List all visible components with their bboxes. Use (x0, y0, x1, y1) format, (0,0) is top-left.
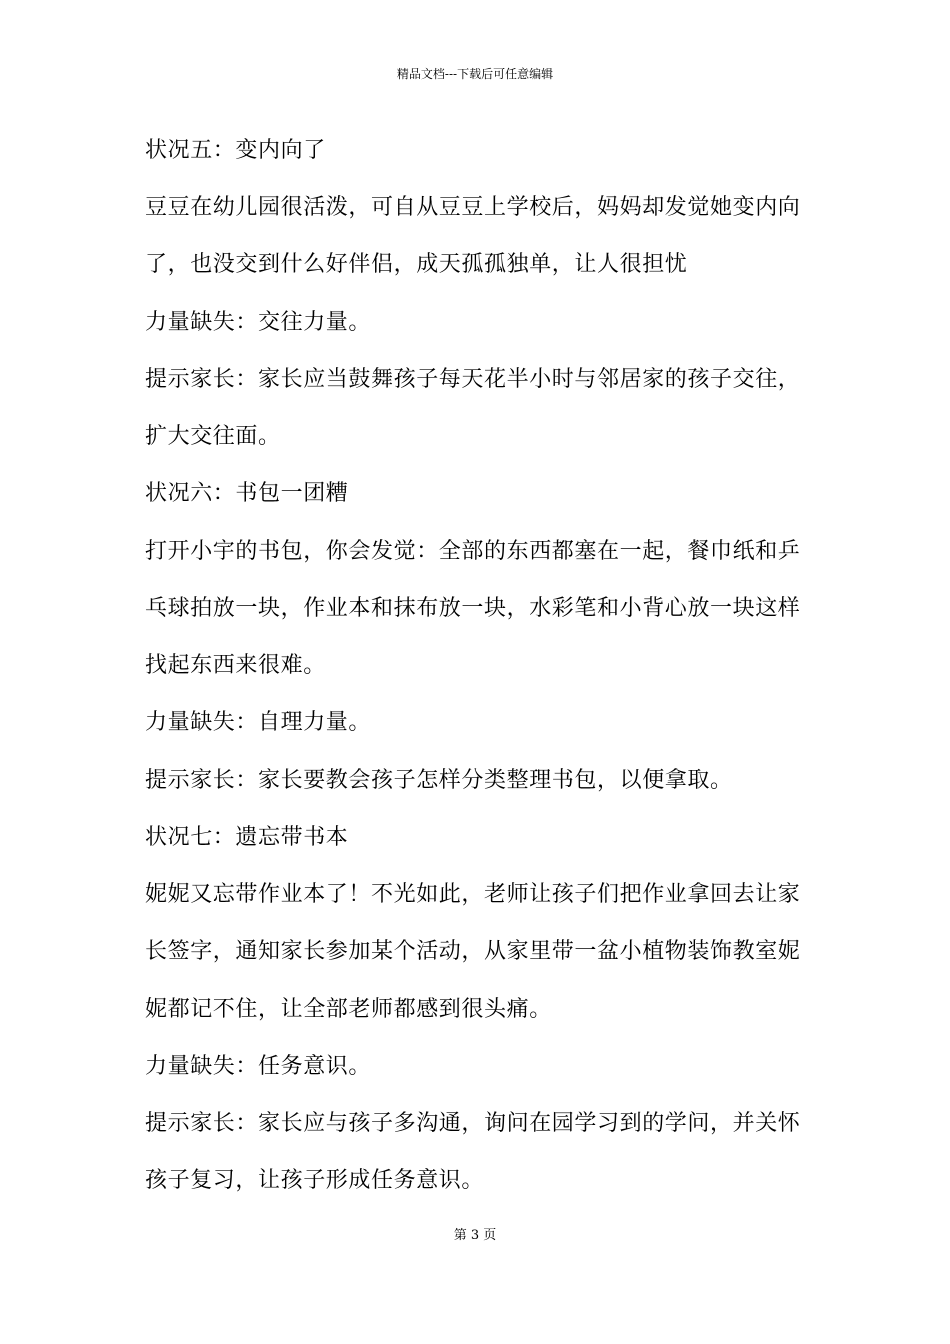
paragraph-line: 妮都记不住，让全部老师都感到很头痛。 (145, 997, 552, 1022)
paragraph-line: 豆豆在幼儿园很活泼，可自从豆豆上学校后，妈妈却发觉她变内向 (145, 195, 801, 220)
tip-line: 孩子复习，让孩子形成任务意识。 (145, 1168, 485, 1193)
tip-line: 提示家长：家长要教会孩子怎样分类整理书包，以便拿取。 (145, 768, 733, 793)
tip-line: 提示家长：家长应与孩子多沟通，询问在园学习到的学问，并关怀 (145, 1111, 801, 1136)
document-header: 精品文档---下载后可任意编辑 (396, 67, 554, 81)
paragraph-line: 长签字，通知家长参加某个活动，从家里带一盆小植物装饰教室妮 (145, 939, 801, 964)
paragraph-line: 了，也没交到什么好伴侣，成天孤孤独单，让人很担忧 (145, 252, 688, 277)
ability-line: 力量缺失：自理力量。 (145, 710, 372, 735)
section-heading-6: 状况六：书包一团糟 (145, 481, 349, 506)
paragraph-line: 找起东西来很难。 (145, 653, 326, 678)
tip-line: 提示家长：家长应当鼓舞孩子每天花半小时与邻居家的孩子交往， (145, 367, 801, 392)
ability-line: 力量缺失：交往力量。 (145, 310, 372, 335)
ability-line: 力量缺失：任务意识。 (145, 1054, 372, 1079)
tip-line: 扩大交往面。 (145, 424, 281, 449)
section-heading-5: 状况五：变内向了 (145, 138, 326, 163)
page-number: 第 3 页 (453, 1228, 497, 1243)
paragraph-line: 乓球拍放一块，作业本和抹布放一块，水彩笔和小背心放一块这样 (145, 596, 801, 621)
paragraph-line: 妮妮又忘带作业本了！不光如此，老师让孩子们把作业拿回去让家 (145, 882, 801, 907)
paragraph-line: 打开小宇的书包，你会发觉：全部的东西都塞在一起，餐巾纸和乒 (145, 539, 801, 564)
section-heading-7: 状况七：遗忘带书本 (145, 825, 349, 850)
